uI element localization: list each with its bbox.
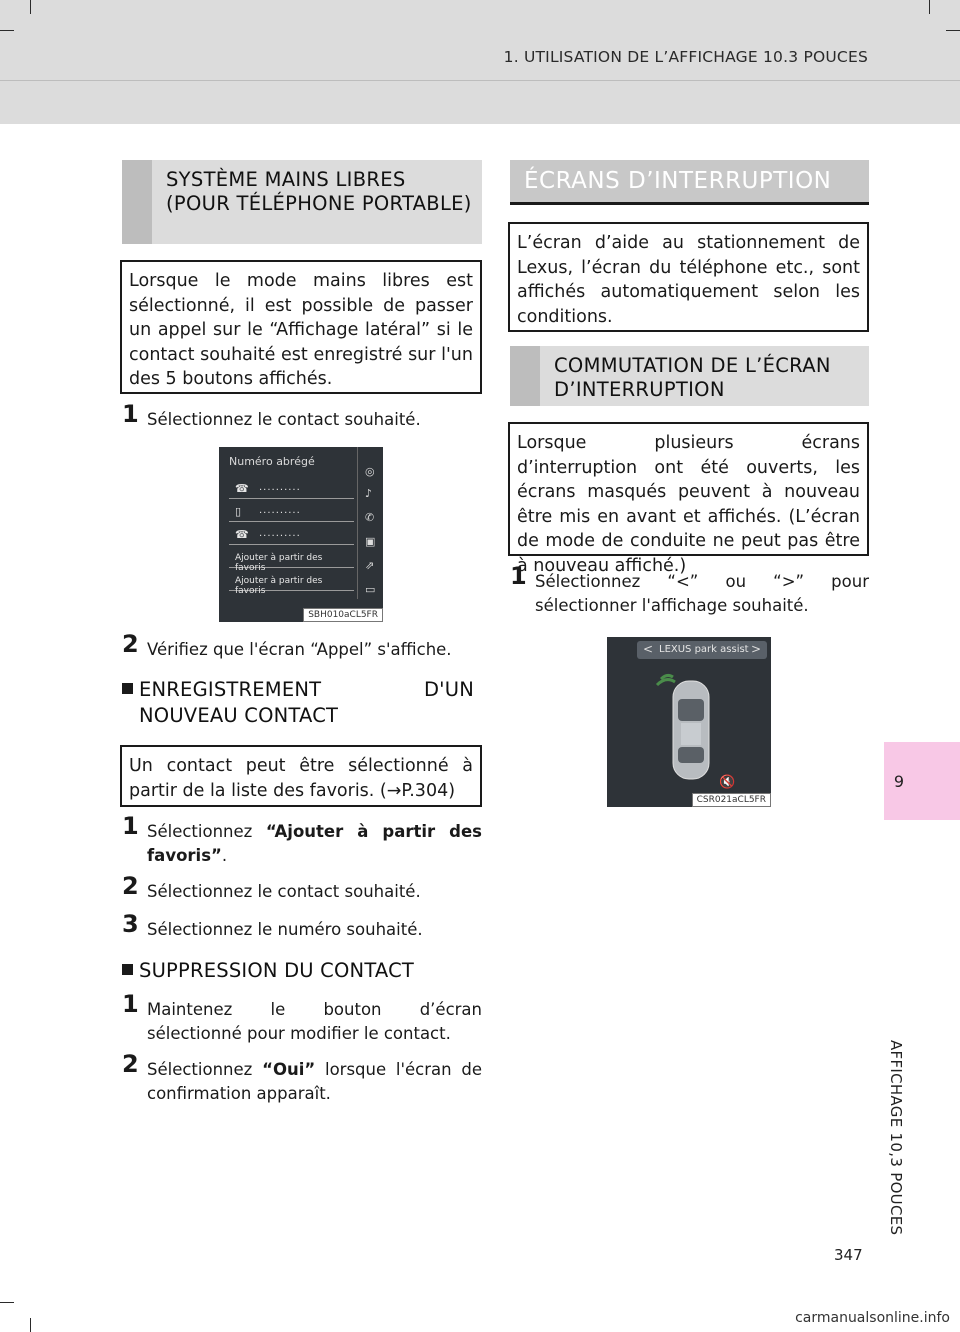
add-favorite-row: Ajouter à partir des favoris (229, 571, 354, 591)
step-verify-call (122, 630, 482, 662)
subheading-new-contact: ENREGISTREMENT D'UN NOUVEAU CONTACT (122, 677, 482, 729)
speed-dial-row: ☎ .......... (229, 479, 354, 499)
switch-box: Lorsque plusieurs écrans d’interruption ont été ouverts, les écrans masqués peuvent à nouveau être mis en avant et affichés. (L’écran de mode de conduite ne peut pas être à nouveau affiché.) (508, 422, 869, 556)
step-number: 2 (122, 630, 139, 658)
crop-mark (946, 30, 960, 31)
crop-mark (30, 1318, 31, 1332)
car-top-view (607, 637, 771, 807)
crop-mark (929, 0, 930, 14)
step-number: 3 (122, 910, 139, 938)
step-number: 1 (122, 400, 139, 428)
crop-mark (0, 30, 14, 31)
speed-dial-row: ▯ .......... (229, 502, 354, 522)
step-number: 1 (122, 990, 139, 1018)
screen-title: Numéro abrégé (229, 455, 315, 468)
section-heading-switch (510, 346, 869, 406)
screen-title: LEXUS park assist (659, 644, 749, 655)
chapter-title: 1. UTILISATION DE L’AFFICHAGE 10.3 POUCES (503, 48, 868, 66)
step-text: Sélectionnez “Oui” lorsque l'écran de confirmation apparaît. (147, 1060, 482, 1103)
mute-icon: 🔇 (719, 775, 736, 790)
step-select-number (122, 910, 482, 942)
step-text: Sélectionnez le contact souhaité. (147, 882, 421, 901)
nav-icon: ◎ (365, 465, 375, 478)
step-text: Sélectionnez le numéro souhaité. (147, 920, 423, 939)
square-bullet-icon (122, 964, 133, 975)
step-text: Sélectionnez le contact souhaité. (147, 410, 421, 429)
right-arrow-icon: > (750, 642, 761, 656)
step-confirm-yes (122, 1050, 482, 1106)
subheading-delete-contact: SUPPRESSION DU CONTACT (122, 958, 482, 984)
route-icon: ⇗ (365, 559, 375, 572)
intro-box: Lorsque le mode mains libres est sélectionné, il est possible de passer un appel sur le “Affichage latéral” si le contact souhaité est enregistré sur l'un des 5 boutons affichés. (120, 260, 482, 394)
screenshot-park-assist (607, 637, 771, 807)
phone-icon: ✆ (365, 511, 375, 524)
heading-bar (510, 346, 540, 406)
section-heading-text: ÉCRANS D’INTERRUPTION (524, 168, 832, 194)
heading-bar (122, 160, 152, 244)
button-name: “Oui” (262, 1060, 316, 1079)
crop-mark (0, 1302, 14, 1303)
contact-icon: ☎ (235, 528, 249, 541)
step-hold-button (122, 990, 482, 1046)
chapter-number: 9 (893, 772, 905, 791)
image-code: SBH010aCL5FR (303, 608, 383, 622)
section-heading-interrupt (510, 160, 869, 202)
chapter-tab-text: AFFICHAGE 10,3 POUCES (887, 1040, 905, 1236)
screenshot-speed-dial (219, 447, 383, 622)
step-add-favorite (122, 812, 482, 868)
step-number: 2 (122, 1050, 139, 1078)
interrupt-intro-box: L’écran d’aide au stationnement de Lexus, l’écran du téléphone etc., sont affichés automatiquement selon les conditions. (508, 222, 869, 332)
step-select-contact-2 (122, 872, 482, 904)
phone-icon: ▯ (235, 505, 242, 518)
crop-mark (30, 0, 31, 14)
screen-icon: ▣ (365, 535, 376, 548)
new-contact-box: Un contact peut être sélectionné à partir de la liste des favoris. (→P.304) (120, 745, 482, 807)
section-heading-text: COMMUTATION DE L’ÉCRAN D’INTERRUPTION (554, 354, 831, 401)
add-favorite-row: Ajouter à partir des favoris (229, 548, 354, 568)
music-icon: ♪ (365, 487, 373, 500)
section-heading-text: SYSTÈME MAINS LIBRES (POUR TÉLÉPHONE PORTABLE) (166, 168, 472, 215)
step-select-contact (122, 400, 482, 432)
menu-icon: ▭ (365, 583, 376, 596)
speed-dial-row: ☎ .......... (229, 525, 354, 545)
step-text: Maintenez le bouton d’écran sélectionné pour modifier le contact. (147, 1000, 482, 1043)
step-number: 1 (122, 812, 139, 840)
step-number: 1 (510, 562, 527, 590)
page-number: 347 (834, 1246, 863, 1264)
heading-underline (510, 202, 869, 205)
button-name: “Ajouter à partir des favoris” (147, 822, 482, 865)
header-rule (0, 80, 960, 81)
image-code: CSR021aCL5FR (692, 793, 771, 807)
step-text: Sélectionnez “<” ou “>” pour sélectionner l'affichage souhaité. (535, 572, 869, 615)
contact-icon: ☎ (235, 482, 249, 495)
section-heading-hands-free (122, 160, 482, 244)
screen-side-menu (357, 447, 383, 599)
square-bullet-icon (122, 683, 133, 694)
step-text: Vérifiez que l'écran “Appel” s'affiche. (147, 640, 452, 659)
step-text: Sélectionnez “Ajouter à partir des favoris”. (147, 822, 482, 865)
page-header (0, 0, 960, 124)
footer-watermark: carmanualsonline.info (795, 1310, 950, 1326)
step-select-arrows (510, 562, 869, 618)
step-number: 2 (122, 872, 139, 900)
left-arrow-icon: < (643, 642, 654, 656)
